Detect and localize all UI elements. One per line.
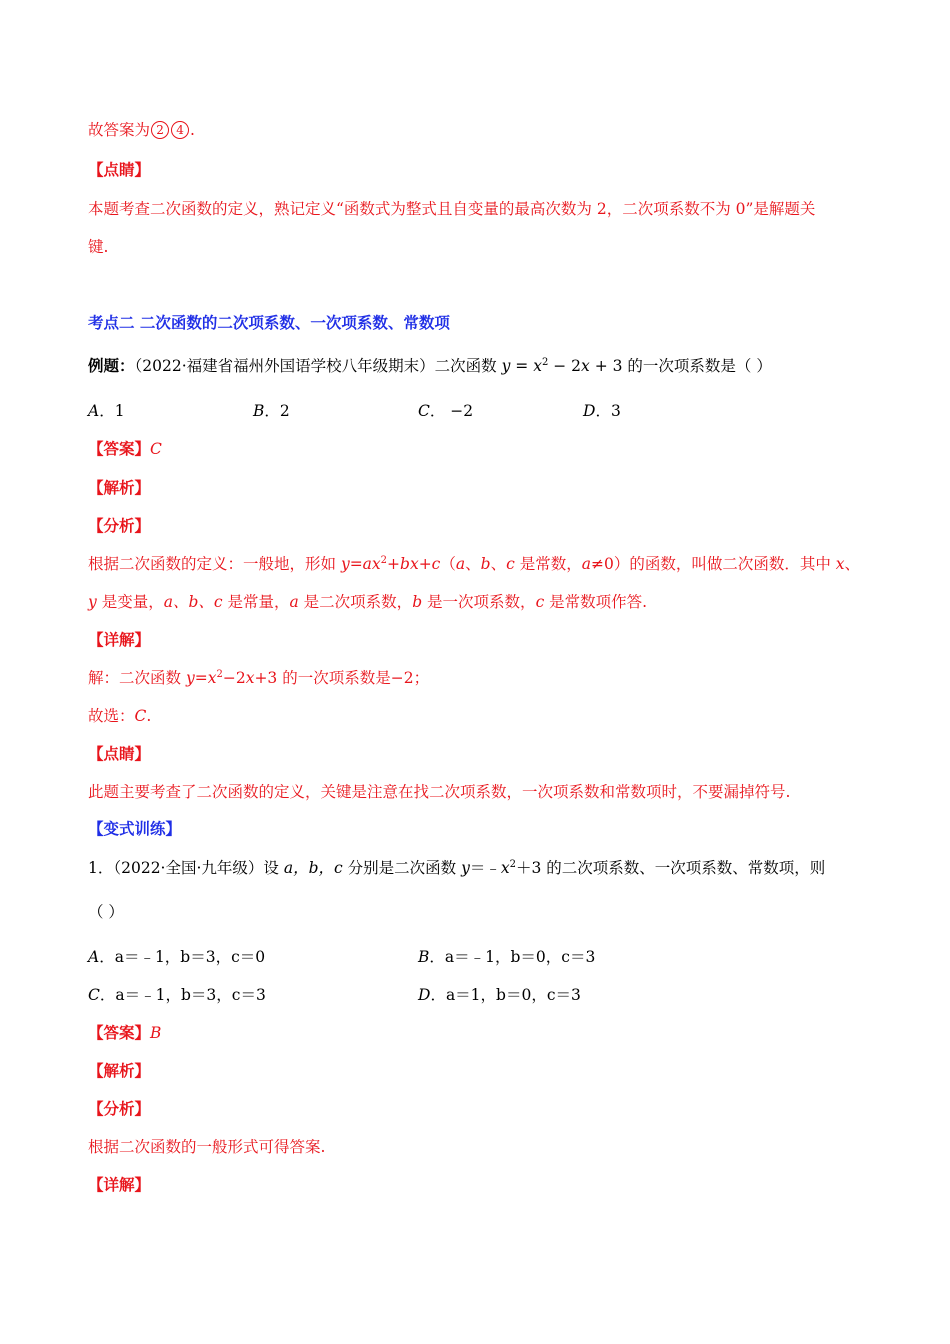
example-label: 例题： xyxy=(88,356,135,375)
practice-tag: 【变式训练】 xyxy=(88,819,182,838)
text: （ xyxy=(440,555,456,573)
option-letter: C xyxy=(418,402,430,420)
option-text: ．1 xyxy=(99,402,125,420)
option-letter: C xyxy=(88,986,100,1004)
option-letter: B xyxy=(418,948,430,966)
formula: +bx+c xyxy=(387,555,441,573)
xiangjie-line-1 xyxy=(88,666,429,690)
option-text: ．a＝﹣1，b＝3，c＝0 xyxy=(99,948,266,966)
answer-value: C xyxy=(150,440,162,458)
option-text: ．3 xyxy=(595,402,621,420)
text: 是常量， xyxy=(222,593,290,611)
var-x: x xyxy=(835,555,845,573)
var-b: b xyxy=(480,555,491,573)
tag-dianjing-top: 【点睛】 xyxy=(88,160,151,179)
practice-option-d xyxy=(418,983,581,1007)
var-y: y xyxy=(88,593,97,611)
text: 根据二次函数的定义：一般地，形如 xyxy=(88,555,341,573)
example-option-a xyxy=(88,399,125,423)
question-end: 的一次项系数是（ ） xyxy=(622,357,772,375)
answer-tag: 【答案】 xyxy=(88,439,151,458)
practice-option-b xyxy=(418,945,595,969)
var-a: a xyxy=(289,593,299,611)
conclusion-text: 故答案为 xyxy=(88,121,151,139)
vars: a，b，c xyxy=(283,859,343,877)
tag-jiexi: 【解析】 xyxy=(88,478,151,497)
var-y: y xyxy=(185,669,195,687)
example-option-d xyxy=(583,399,621,423)
formula-rest2: + 3 xyxy=(589,357,623,375)
option-text: ．a＝﹣1，b＝0，c＝3 xyxy=(429,948,596,966)
practice-answer xyxy=(88,1021,161,1045)
var-y: y xyxy=(461,859,470,877)
text: 、 xyxy=(844,555,861,573)
example-question xyxy=(88,354,772,378)
option-letter: D xyxy=(418,986,431,1004)
conclusion-line xyxy=(88,118,195,142)
text: . xyxy=(146,707,152,725)
formula-sup: 2 xyxy=(541,356,549,368)
var-x: x xyxy=(207,669,217,687)
practice-option-a xyxy=(88,945,265,969)
circled-number: 2 xyxy=(151,121,169,139)
tag-fenxi: 【分析】 xyxy=(88,516,151,535)
var-x: x xyxy=(245,669,255,687)
sep: 、 xyxy=(465,555,481,573)
example-option-b xyxy=(253,399,290,423)
var-x: x xyxy=(500,859,510,877)
practice-option-c xyxy=(88,983,266,1007)
option-text: ．a＝1，b＝0，c＝3 xyxy=(430,986,581,1004)
eq: = xyxy=(194,669,208,687)
formula-x: x xyxy=(533,357,542,375)
sup: 2 xyxy=(380,554,388,566)
option-letter: A xyxy=(88,948,100,966)
var-c: c xyxy=(506,555,515,573)
option-text: ．a＝﹣1，b＝3，c＝3 xyxy=(99,986,266,1004)
option-letter: D xyxy=(583,402,596,420)
practice-question-1 xyxy=(88,856,825,880)
text: ＋3 的二次项系数、一次项系数、常数项，则 xyxy=(515,859,826,877)
answer-value: B xyxy=(150,1024,162,1042)
xiangjie-line-2 xyxy=(88,704,151,728)
circled-number: 4 xyxy=(171,121,189,139)
formula: y=ax xyxy=(340,555,381,573)
text: −2 xyxy=(222,669,246,687)
option-letter: B xyxy=(253,402,265,420)
tag-xiangjie: 【详解】 xyxy=(88,630,151,649)
sep: 、 xyxy=(490,555,507,573)
practice-tag-xiangjie: 【详解】 xyxy=(88,1175,151,1194)
var-c: c xyxy=(535,593,545,611)
option-text: ．2 xyxy=(264,402,290,420)
text: 是一次项系数， xyxy=(422,593,536,611)
practice-paren: （ ） xyxy=(88,903,124,921)
sup: 2 xyxy=(216,668,223,680)
text: 是二次项系数， xyxy=(298,593,413,611)
example-answer xyxy=(88,437,162,461)
formula-eq: = xyxy=(510,357,534,375)
example-source: （2022·福建省福州外国语学校八年级期末）二次函数 xyxy=(134,357,497,375)
dianjing-text: 此题主要考查了二次函数的定义，关键是注意在找二次项系数，一次项系数和常数项时，不要漏掉符号. xyxy=(88,783,791,801)
text: 是变量， xyxy=(96,593,164,611)
option-text: ． −2 xyxy=(429,402,474,420)
formula-x2: x xyxy=(581,357,590,375)
text: 是常数， xyxy=(514,555,582,573)
conclusion-period: . xyxy=(190,121,195,139)
example-option-c xyxy=(418,399,473,423)
var-a: a xyxy=(581,555,591,573)
answer-tag: 【答案】 xyxy=(88,1023,151,1042)
practice-fenxi-text: 根据二次函数的一般形式可得答案. xyxy=(88,1138,326,1156)
text: 分别是二次函数 xyxy=(342,859,462,877)
formula-y: y xyxy=(501,357,511,375)
text: ＝﹣ xyxy=(469,859,501,877)
text: 是常数项作答. xyxy=(544,593,648,611)
text: 故选： xyxy=(88,707,135,725)
option-letter: A xyxy=(88,402,100,420)
fenxi-line-1 xyxy=(88,552,860,576)
tag-dianjing: 【点睛】 xyxy=(88,744,151,763)
vars: a、b、c xyxy=(163,593,223,611)
sup: 2 xyxy=(509,858,516,870)
text: ≠0）的函数，叫做二次函数．其中 xyxy=(590,555,836,573)
practice-tag-jiexi: 【解析】 xyxy=(88,1061,151,1080)
formula-rest1: − 2 xyxy=(548,357,582,375)
text: 1．（2022·全国·九年级）设 xyxy=(88,859,284,877)
var-b: b xyxy=(412,593,423,611)
dianjing-line-1: 本题考查二次函数的定义，熟记定义“函数式为整式且自变量的最高次数为 2，二次项系数不为 0”是解题关 xyxy=(88,200,816,218)
practice-tag-fenxi: 【分析】 xyxy=(88,1099,151,1118)
choice: C xyxy=(134,707,147,725)
section-title: 考点二 二次函数的二次项系数、一次项系数、常数项 xyxy=(88,313,450,332)
dianjing-line-2: 键. xyxy=(88,238,109,256)
text: +3 的一次项系数是−2； xyxy=(254,669,430,687)
fenxi-line-2 xyxy=(88,590,647,614)
text: 解：二次函数 xyxy=(88,669,186,687)
var-a: a xyxy=(455,555,466,573)
